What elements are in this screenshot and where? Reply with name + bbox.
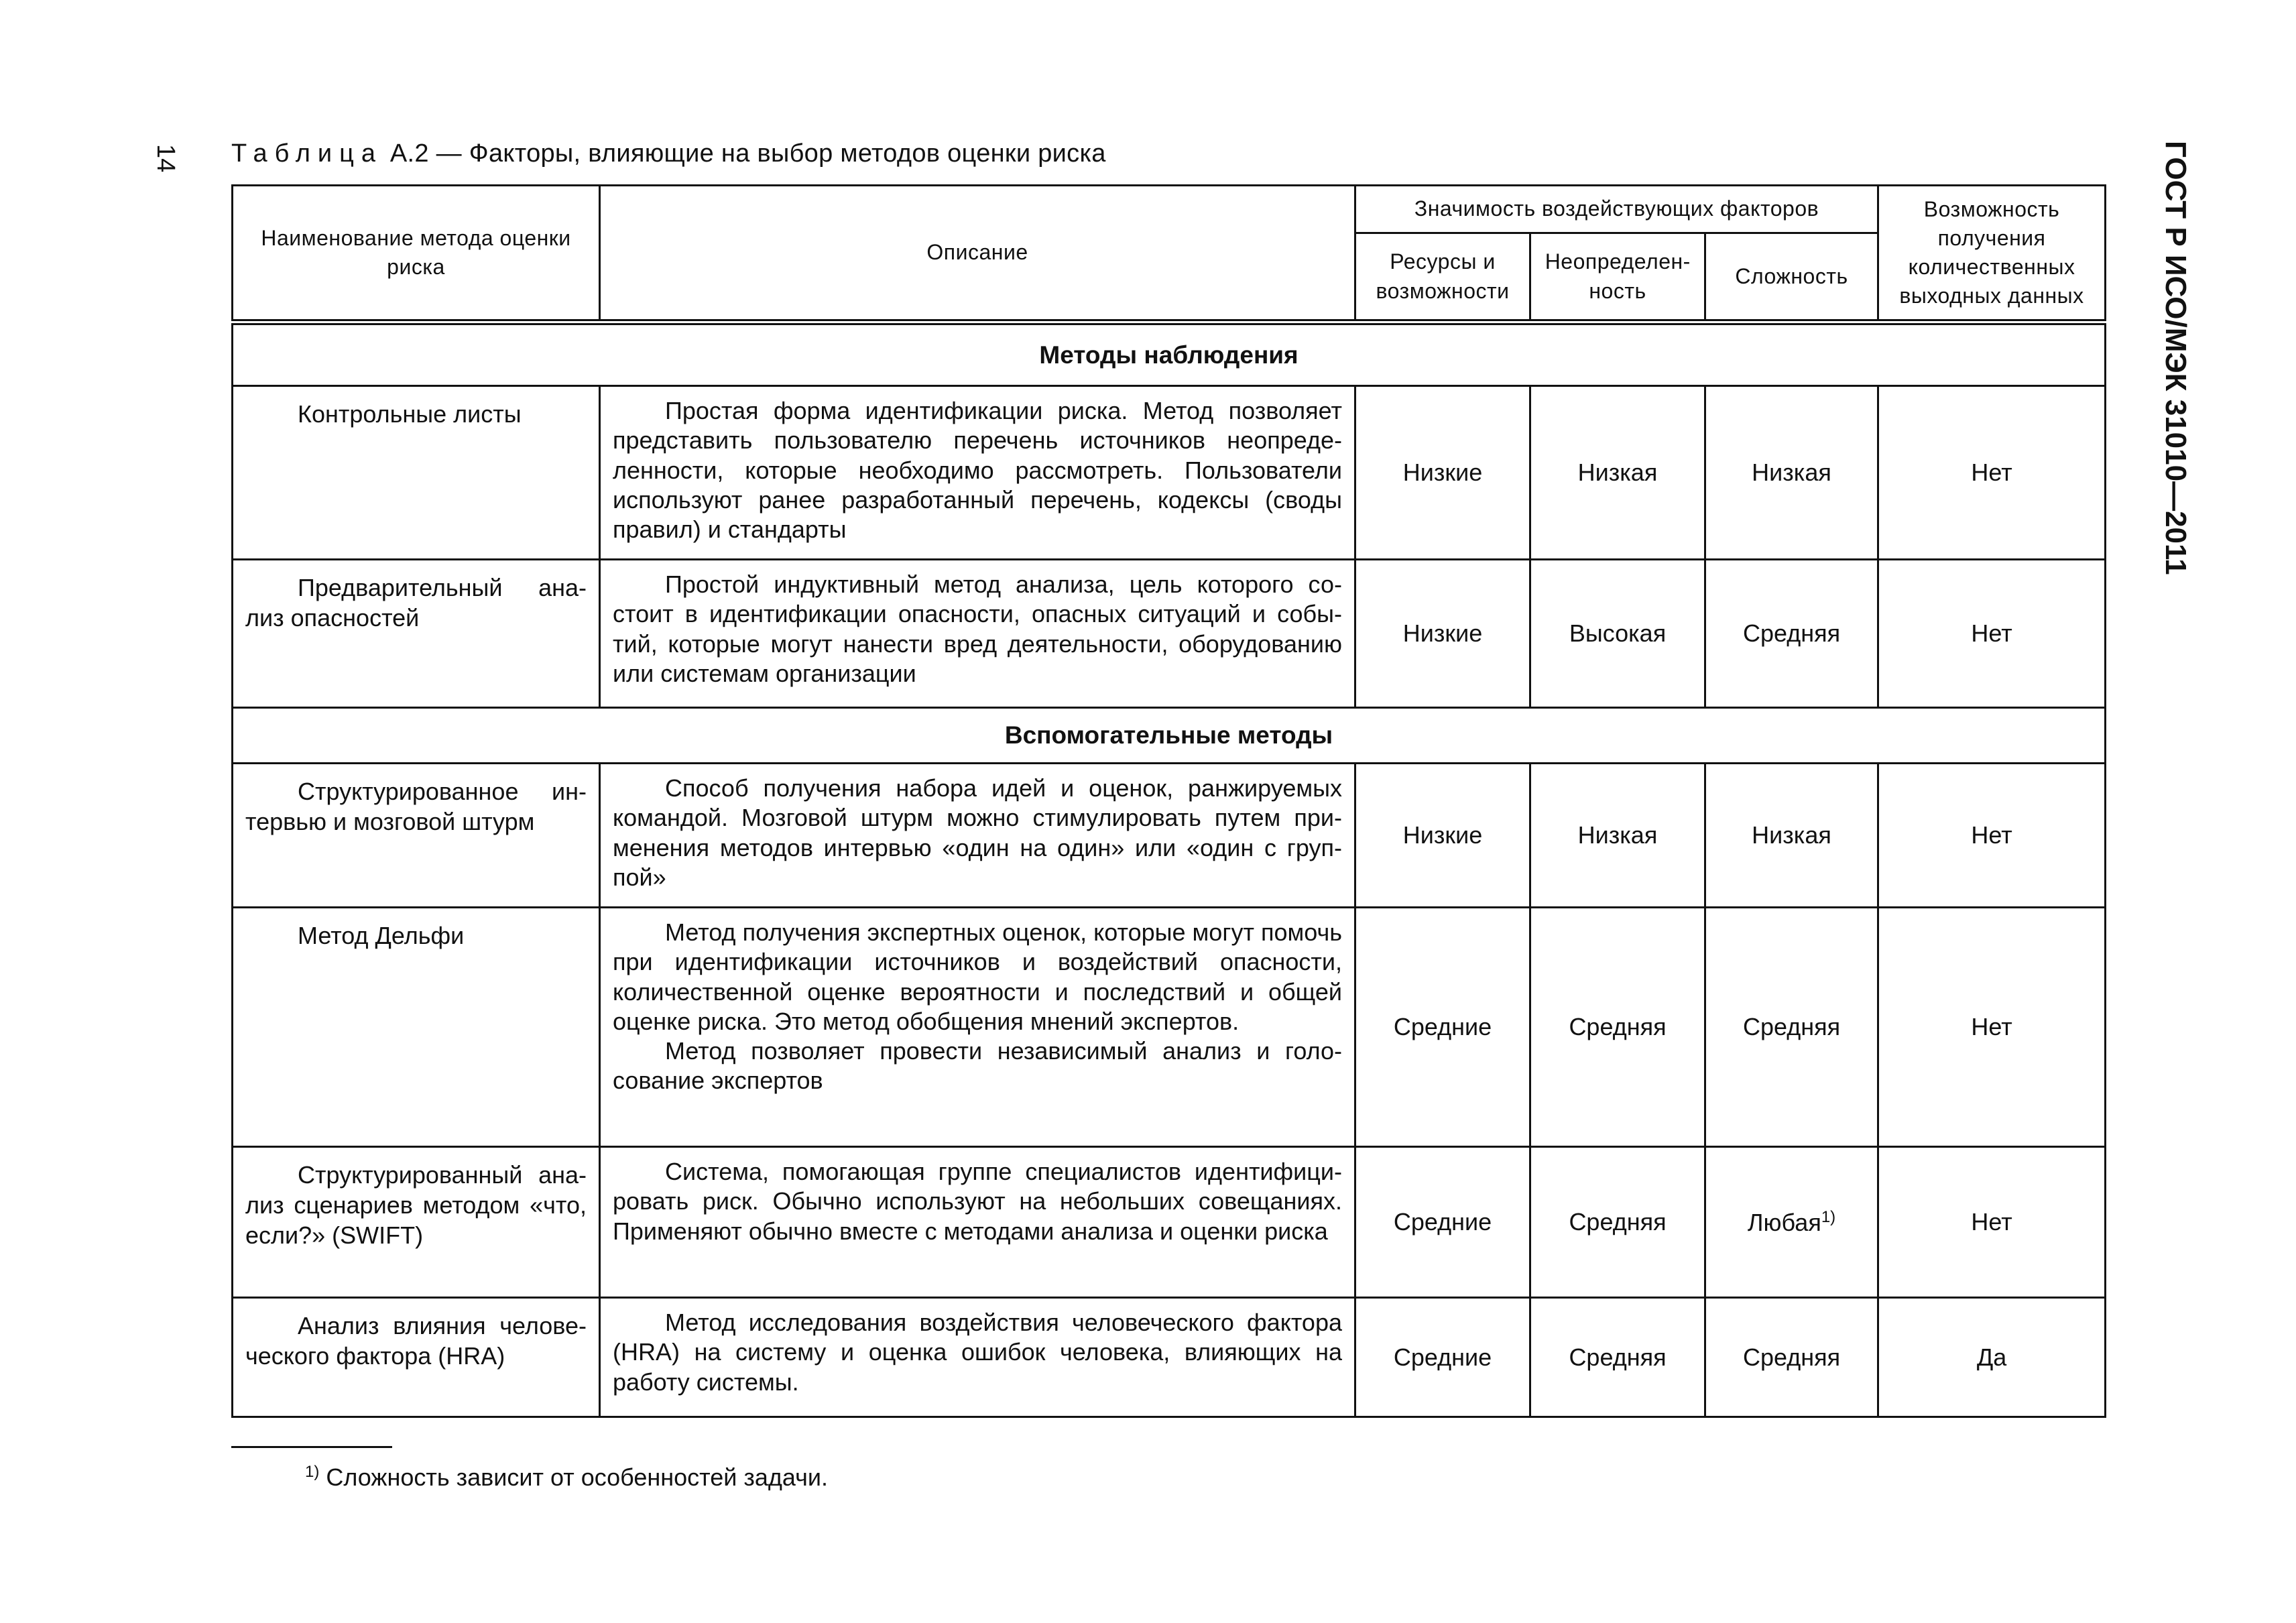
table-row <box>233 764 2106 908</box>
resources-value-cell <box>1355 764 1530 908</box>
complexity-value: Низкая <box>1752 459 1831 486</box>
complexity-value: Низкая <box>1752 821 1831 849</box>
section-row <box>233 322 2106 386</box>
table-row <box>233 1298 2106 1417</box>
method-name-cell <box>233 386 600 560</box>
table-title-text: А.2 — Факторы, влияющие на выбор методов оценки риска <box>389 139 1106 168</box>
method-description-cell <box>600 1147 1355 1298</box>
complexity-value-cell <box>1705 764 1878 908</box>
complexity-value: Средняя <box>1742 619 1841 647</box>
method-name: Структурированное интервью и мозговой штурм <box>245 778 587 835</box>
complexity-value: Любая <box>1747 1208 1821 1236</box>
quantitative-value: Нет <box>1971 1013 2012 1040</box>
page-number: 14 <box>152 144 180 173</box>
footnote-mark: 1) <box>305 1463 320 1481</box>
uncertainty-value-cell <box>1530 764 1705 908</box>
complexity-value-cell <box>1705 908 1878 1147</box>
method-name-cell <box>233 764 600 908</box>
method-name: Структурированный анализ сценариев методом «что, если?» (SWIFT) <box>245 1161 587 1249</box>
resources-value-cell <box>1355 1298 1530 1417</box>
description-paragraph: Метод получения экспертных оценок, которые могут помочь при идентификации источников и воздействий опасности, количественной оценке вероятности и последствий и общей оценке риска. Это метод обобщения мнений экспертов. <box>613 918 1342 1035</box>
resources-value: Средние <box>1393 1208 1492 1236</box>
table-row <box>233 560 2106 708</box>
complexity-value-cell <box>1705 386 1878 560</box>
uncertainty-value: Средняя <box>1569 1013 1667 1040</box>
complexity-value: Средняя <box>1742 1343 1841 1371</box>
quantitative-value: Нет <box>1971 1208 2012 1236</box>
quantitative-value: Нет <box>1971 619 2012 647</box>
header-resources: Ресурсы и возможности <box>1355 233 1530 322</box>
method-name: Контрольные листы <box>298 400 522 428</box>
uncertainty-value-cell <box>1530 386 1705 560</box>
uncertainty-value: Средняя <box>1569 1208 1667 1236</box>
footnote-separator <box>231 1446 392 1448</box>
quantitative-value-cell <box>1878 560 2106 708</box>
uncertainty-value-cell <box>1530 1298 1705 1417</box>
resources-value-cell <box>1355 1147 1530 1298</box>
description-paragraph: Метод исследования воздействия человеческого фактора (HRA) на систему и оценка ошибок человека, влияющих на работу системы. <box>613 1309 1342 1396</box>
header-method-name: Наименование метода оценки риска <box>233 186 600 322</box>
table-row <box>233 386 2106 560</box>
quantitative-value-cell <box>1878 764 2106 908</box>
description-paragraph: Способ получения набора идей и оценок, ранжируемых командой. Мозговой штурм можно стимулировать путем применения методов интервью «один на один» или «один с группой» <box>613 774 1342 891</box>
resources-value: Средние <box>1393 1343 1492 1371</box>
resources-value: Средние <box>1393 1013 1492 1040</box>
resources-value-cell <box>1355 908 1530 1147</box>
method-name-cell <box>233 1298 600 1417</box>
quantitative-value-cell <box>1878 1147 2106 1298</box>
quantitative-value-cell <box>1878 908 2106 1147</box>
method-name-cell <box>233 908 600 1147</box>
uncertainty-value: Низкая <box>1577 459 1658 486</box>
section-title: Вспомогательные методы <box>233 708 2106 764</box>
method-name: Метод Дельфи <box>298 922 465 949</box>
footnote <box>305 1463 828 1492</box>
risk-methods-table <box>231 184 2106 1418</box>
quantitative-value-cell <box>1878 1298 2106 1417</box>
header-description: Описание <box>600 186 1355 322</box>
uncertainty-value-cell <box>1530 908 1705 1147</box>
table-row <box>233 1147 2106 1298</box>
section-row <box>233 708 2106 764</box>
resources-value-cell <box>1355 560 1530 708</box>
quantitative-value: Да <box>1976 1343 2007 1371</box>
method-description-cell <box>600 560 1355 708</box>
method-description-cell <box>600 908 1355 1147</box>
method-description-cell <box>600 764 1355 908</box>
complexity-value-cell <box>1705 1298 1878 1417</box>
resources-value-cell <box>1355 386 1530 560</box>
header-significance: Значимость воздействующих факторов <box>1355 186 1878 233</box>
complexity-footnote-mark: 1) <box>1821 1207 1836 1226</box>
uncertainty-value-cell <box>1530 1147 1705 1298</box>
complexity-value-cell <box>1705 1147 1878 1298</box>
header-uncertainty: Неопределенность <box>1530 233 1705 322</box>
table-title-label: Таблица <box>231 139 383 168</box>
standard-designation: ГОСТ Р ИСО/МЭК 31010—2011 <box>2159 141 2192 575</box>
quantitative-value: Нет <box>1971 821 2012 849</box>
method-name: Предварительный анализ опасностей <box>245 574 587 632</box>
complexity-value-cell <box>1705 560 1878 708</box>
header-quantitative: Возможность получения количественных выходных данных <box>1878 186 2106 322</box>
complexity-value: Средняя <box>1742 1013 1841 1040</box>
description-paragraph: Простая форма идентификации риска. Метод позволяет представить пользователю перечень источников неопределенности, которые необходимо рассмотреть. Пользователи используют ранее разработанный перечень, кодексы (своды правил) и стандарты <box>613 397 1342 544</box>
header-complexity: Сложность <box>1705 233 1878 322</box>
resources-value: Низкие <box>1402 619 1483 647</box>
quantitative-value: Нет <box>1971 459 2012 486</box>
method-name-cell <box>233 560 600 708</box>
method-description-cell <box>600 1298 1355 1417</box>
uncertainty-value: Средняя <box>1569 1343 1667 1371</box>
table-row <box>233 908 2106 1147</box>
resources-value: Низкие <box>1402 821 1483 849</box>
footnote-text: Сложность зависит от особенностей задачи. <box>326 1463 829 1491</box>
uncertainty-value: Высокая <box>1569 619 1667 647</box>
table-title <box>231 139 1106 168</box>
description-paragraph: Система, помогающая группе специалистов идентифицировать риск. Обычно используют на небольших совещаниях. Применяют обычно вместе с методами анализа и оценки риска <box>613 1158 1342 1245</box>
table-header-row <box>233 186 2106 233</box>
description-paragraph: Простой индуктивный метод анализа, цель которого состоит в идентификации опасности, опасных ситуаций и событий, которые могут нанести вред деятельности, оборудованию или системам организации <box>613 570 1342 687</box>
method-description-cell <box>600 386 1355 560</box>
section-title: Методы наблюдения <box>233 322 2106 386</box>
uncertainty-value-cell <box>1530 560 1705 708</box>
resources-value: Низкие <box>1402 459 1483 486</box>
uncertainty-value: Низкая <box>1577 821 1658 849</box>
method-name-cell <box>233 1147 600 1298</box>
quantitative-value-cell <box>1878 386 2106 560</box>
description-paragraph: Метод позволяет провести независимый анализ и голосование экспертов <box>613 1037 1342 1095</box>
method-name: Анализ влияния человеческого фактора (HRA) <box>245 1312 587 1370</box>
